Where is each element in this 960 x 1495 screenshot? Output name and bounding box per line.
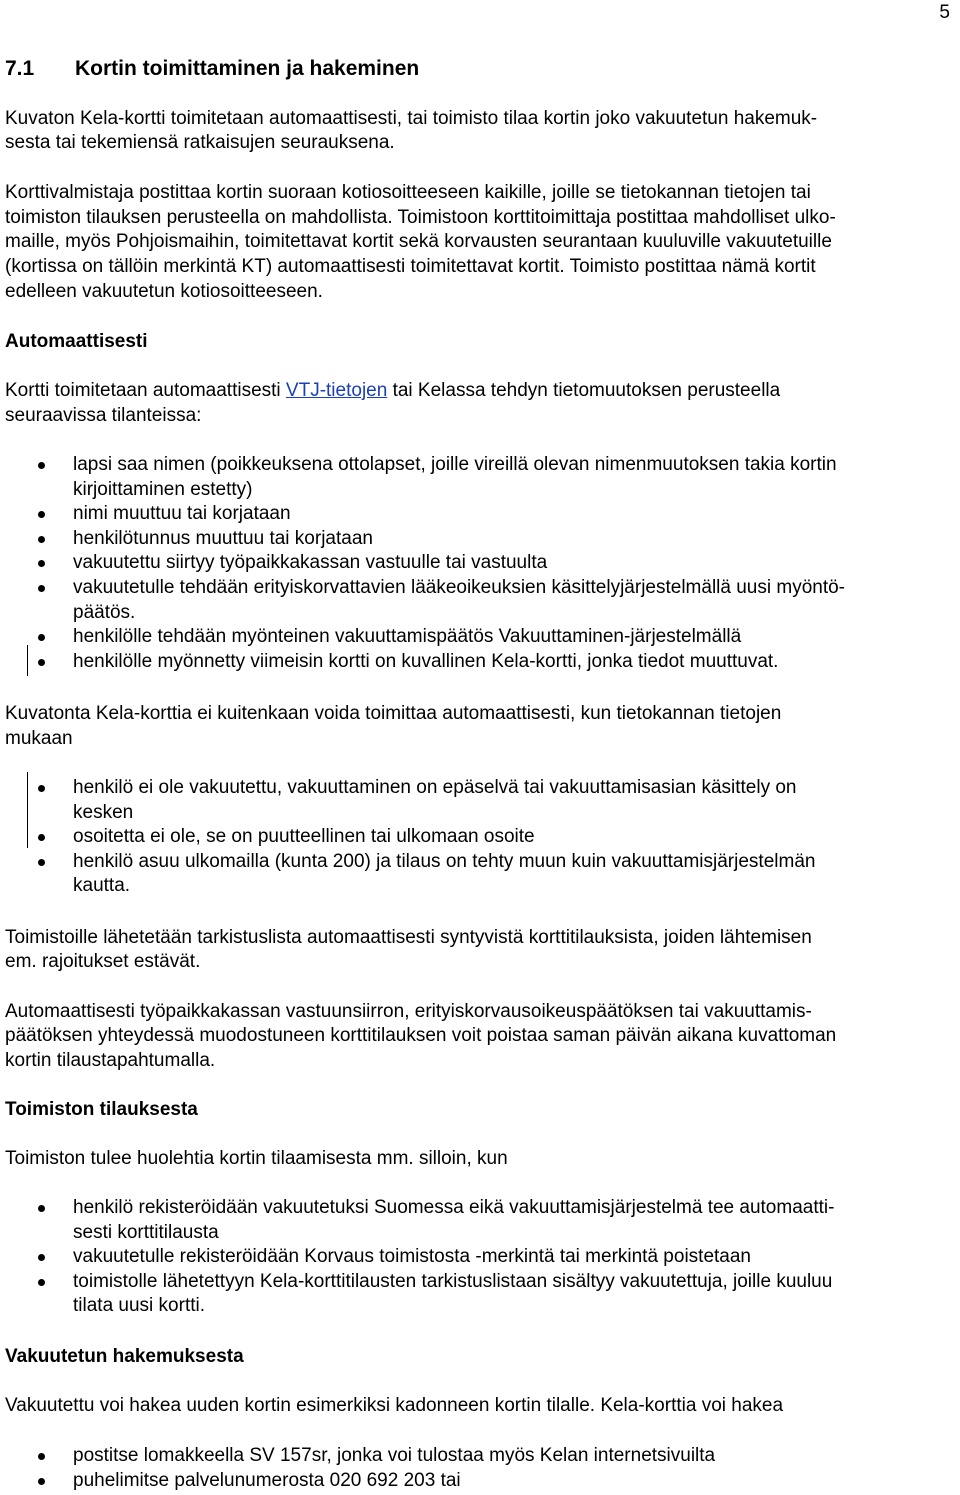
delivery-line-5: edelleen vakuutetun kotiosoitteeseen. [5,281,323,302]
automatic-intro-text-after: tai Kelassa tehdyn tietomuutoksen perusteella [387,380,781,401]
section-title: Kortin toimittaminen ja hakeminen [75,57,420,80]
vtj-link[interactable]: VTJ-tietojen [285,380,388,401]
not-automatic-line-2: mukaan [5,728,73,749]
intro-line-2: sesta tai tekemiensä ratkaisujen seurauksena. [5,132,395,153]
delivery-line-4: (kortissa on tällöin merkintä KT) automaattisesti toimitettavat kortit. Toimisto postittaa nämä kortit [5,256,816,277]
automatic-intro-text: Kortti toimitetaan automaattisesti [5,380,286,401]
list-item: nimi muuttuu tai korjataan [0,502,960,527]
list-item: henkilölle myönnetty viimeisin kortti on kuvallinen Kela-kortti, jonka tiedot muuttuvat. [0,650,960,675]
automatic-intro-line-2: seuraavissa tilanteissa: [5,405,202,426]
list-item: henkilötunnus muuttuu tai korjataan [0,527,960,552]
list-item: vakuutetulle rekisteröidään Korvaus toimistosta -merkintä tai merkintä poistetaan [0,1245,960,1270]
removal-line-1: Automaattisesti työpaikkakassan vastuunsiirron, erityiskorvausoikeuspäätöksen tai vakuuttamis- [5,1001,812,1022]
removal-line-3: kortin tilaustapahtumalla. [5,1050,216,1071]
office-order-bullet-list [0,1196,960,1319]
insured-application-intro: Vakuutettu voi hakea uuden kortin esimerkiksi kadonneen kortin tilalle. Kela-korttia voi hakea [5,1395,784,1416]
section-number: 7.1 [5,57,35,80]
list-item: postitse lomakkeella SV 157sr, jonka voi tulostaa myös Kelan internetsivuilta [0,1444,960,1469]
intro-line-1: Kuvaton Kela-kortti toimitetaan automaattisesti, tai toimisto tilaa kortin joko vakuutetun hakemuk- [5,108,818,129]
list-item: henkilölle tehdään myönteinen vakuuttamispäätös Vakuuttaminen-järjestelmällä [0,625,960,650]
list-item: lapsi saa nimen (poikkeuksena ottolapset, joille vireillä olevan nimenmuutoksen takia kortin kirjoittaminen estetty) [0,453,960,502]
not-automatic-bullet-list [0,776,960,899]
list-item: osoitetta ei ole, se on puutteellinen tai ulkomaan osoite [0,825,960,850]
office-order-intro: Toimiston tulee huolehtia kortin tilaamisesta mm. silloin, kun [5,1148,508,1169]
heading-office-order: Toimiston tilauksesta [5,1099,198,1120]
page-number: 5 [939,2,950,23]
list-item: puhelimitse palvelunumerosta 020 692 203 tai [0,1469,960,1494]
section-heading [5,57,419,81]
delivery-line-2: toimiston tilauksen perusteella on mahdollista. Toimistoon korttitoimittaja postittaa mahdolliset ulko- [5,207,836,228]
automatic-intro-line-1 [5,379,780,404]
list-item: vakuutetulle tehdään erityiskorvattavien lääkeoikeuksien käsittelyjärjestelmällä uusi myöntö- päätös. [0,576,960,625]
checklist-line-1: Toimistoille lähetetään tarkistuslista automaattisesti syntyvistä korttitilauksista, joiden lähtemisen [5,927,812,948]
list-item: henkilö rekisteröidään vakuutetuksi Suomessa eikä vakuuttamisjärjestelmä tee automaatti- sesti korttitilausta [0,1196,960,1245]
delivery-line-1: Korttivalmistaja postittaa kortin suoraan kotiosoitteeseen kaikille, joille se tietokannan tietojen tai [5,182,811,203]
not-automatic-line-1: Kuvatonta Kela-korttia ei kuitenkaan voida toimittaa automaattisesti, kun tietokannan tietojen [5,703,782,724]
list-item: vakuutettu siirtyy työpaikkakassan vastuulle tai vastuulta [0,551,960,576]
removal-line-2: päätöksen yhteydessä muodostuneen korttitilauksen voit poistaa saman päivän aikana kuvattoman [5,1025,837,1046]
automatic-bullet-list [0,453,960,674]
list-item: toimistolle lähetettyyn Kela-korttitilausten tarkistuslistaan sisältyy vakuutettuja, joille kuuluu tilata uusi kortti. [0,1270,960,1319]
list-item: henkilö asuu ulkomailla (kunta 200) ja tilaus on tehty muun kuin vakuuttamisjärjestelmän kautta. [0,850,960,899]
heading-automatic: Automaattisesti [5,331,148,352]
insured-application-bullet-list [0,1444,960,1493]
list-item: henkilö ei ole vakuutettu, vakuuttaminen on epäselvä tai vakuuttamisasian käsittely on kesken [0,776,960,825]
heading-insured-application: Vakuutetun hakemuksesta [5,1346,244,1367]
delivery-line-3: maille, myös Pohjoismaihin, toimitettavat kortit sekä korvausten seurantaan kuuluville vakuutetuille [5,231,832,252]
checklist-line-2: em. rajoitukset estävät. [5,951,201,972]
